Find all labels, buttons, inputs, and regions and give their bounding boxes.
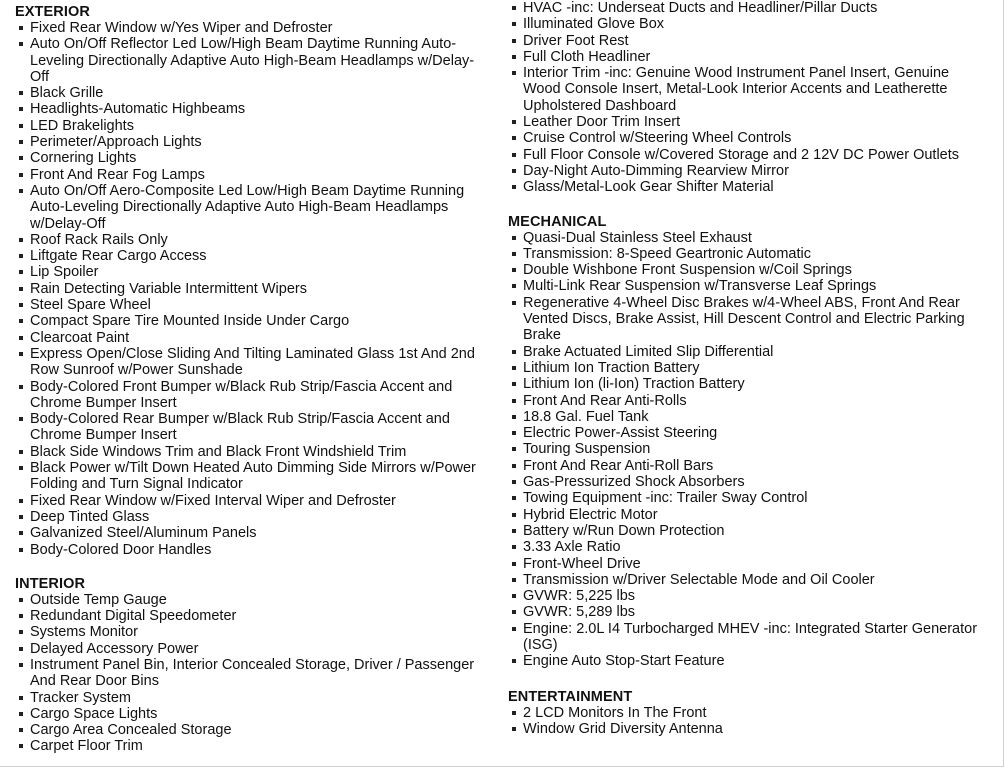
list-item: Interior Trim -inc: Genuine Wood Instrument Panel Insert, Genuine Wood Console Insert, Metal-Look Interior Accents and Leatherette Upholstered Dashboard (508, 65, 988, 114)
list-item: Front And Rear Anti-Rolls (508, 393, 988, 409)
list-item: Roof Rack Rails Only (15, 232, 490, 248)
list-item: Deep Tinted Glass (15, 509, 490, 525)
list-item: Multi-Link Rear Suspension w/Transverse Leaf Springs (508, 278, 988, 294)
list-item: Full Floor Console w/Covered Storage and 2 12V DC Power Outlets (508, 147, 988, 163)
list-item: Leather Door Trim Insert (508, 114, 988, 130)
list-item: Tracker System (15, 690, 490, 706)
list-item: Black Side Windows Trim and Black Front Windshield Trim (15, 444, 490, 460)
list-item: 18.8 Gal. Fuel Tank (508, 409, 988, 425)
list-item: Towing Equipment -inc: Trailer Sway Control (508, 490, 988, 506)
list-item: Full Cloth Headliner (508, 49, 988, 65)
list-item: Galvanized Steel/Aluminum Panels (15, 525, 490, 541)
interior-continued-list (508, 0, 988, 196)
exterior-section (15, 0, 490, 558)
right-column (508, 0, 988, 737)
exterior-list (15, 20, 490, 558)
list-item: Quasi-Dual Stainless Steel Exhaust (508, 230, 988, 246)
list-item: Systems Monitor (15, 624, 490, 640)
entertainment-heading: ENTERTAINMENT (508, 688, 633, 705)
list-item: Liftgate Rear Cargo Access (15, 248, 490, 264)
interior-heading: INTERIOR (15, 575, 86, 592)
list-item: GVWR: 5,225 lbs (508, 588, 988, 604)
list-item: Double Wishbone Front Suspension w/Coil Springs (508, 262, 988, 278)
list-item: Body-Colored Rear Bumper w/Black Rub Strip/Fascia Accent and Chrome Bumper Insert (15, 411, 490, 444)
list-item: Glass/Metal-Look Gear Shifter Material (508, 179, 988, 195)
list-item: Regenerative 4-Wheel Disc Brakes w/4-Wheel ABS, Front And Rear Vented Discs, Brake Assist, Hill Descent Control and Electric Parking Brake (508, 295, 988, 344)
list-item: Auto On/Off Reflector Led Low/High Beam Daytime Running Auto-Leveling Directionally Adaptive Auto High-Beam Headlamps w/Delay-Off (15, 36, 490, 85)
list-item: Express Open/Close Sliding And Tilting Laminated Glass 1st And 2nd Row Sunroof w/Power Sunshade (15, 346, 490, 379)
mechanical-heading: MECHANICAL (508, 213, 607, 230)
list-item: Clearcoat Paint (15, 330, 490, 346)
list-item: Black Grille (15, 85, 490, 101)
list-item: Fixed Rear Window w/Fixed Interval Wiper and Defroster (15, 493, 490, 509)
list-item: Compact Spare Tire Mounted Inside Under Cargo (15, 313, 490, 329)
list-item: Front And Rear Anti-Roll Bars (508, 458, 988, 474)
list-item: Engine Auto Stop-Start Feature (508, 653, 988, 669)
list-item: Transmission: 8-Speed Geartronic Automatic (508, 246, 988, 262)
list-item: Front And Rear Fog Lamps (15, 167, 490, 183)
list-item: HVAC -inc: Underseat Ducts and Headliner/Pillar Ducts (508, 0, 988, 16)
list-item: Rain Detecting Variable Intermittent Wipers (15, 281, 490, 297)
list-item: LED Brakelights (15, 118, 490, 134)
list-item: Black Power w/Tilt Down Heated Auto Dimming Side Mirrors w/Power Folding and Turn Signal Indicator (15, 460, 490, 493)
list-item: GVWR: 5,289 lbs (508, 604, 988, 620)
list-item: Outside Temp Gauge (15, 592, 490, 608)
entertainment-list (508, 705, 988, 738)
list-item: Front-Wheel Drive (508, 556, 988, 572)
interior-list (15, 592, 490, 755)
list-item: Steel Spare Wheel (15, 297, 490, 313)
left-column (15, 0, 490, 755)
list-item: Cargo Area Concealed Storage (15, 722, 490, 738)
list-item: Body-Colored Door Handles (15, 542, 490, 558)
list-item: Driver Foot Rest (508, 33, 988, 49)
list-item: Day-Night Auto-Dimming Rearview Mirror (508, 163, 988, 179)
interior-continued-section (508, 0, 988, 196)
mechanical-list (508, 230, 988, 670)
list-item: Lip Spoiler (15, 264, 490, 280)
list-item: Delayed Accessory Power (15, 641, 490, 657)
list-item: Brake Actuated Limited Slip Differential (508, 344, 988, 360)
list-item: Lithium Ion (li-Ion) Traction Battery (508, 376, 988, 392)
list-item: Illuminated Glove Box (508, 16, 988, 32)
list-item: Headlights-Automatic Highbeams (15, 101, 490, 117)
list-item: Transmission w/Driver Selectable Mode and Oil Cooler (508, 572, 988, 588)
list-item: Hybrid Electric Motor (508, 507, 988, 523)
list-item: Cargo Space Lights (15, 706, 490, 722)
list-item: Auto On/Off Aero-Composite Led Low/High Beam Daytime Running Auto-Leveling Directionally Adaptive Auto High-Beam Headlamps w/Delay-Off (15, 183, 490, 232)
list-item: Fixed Rear Window w/Yes Wiper and Defroster (15, 20, 490, 36)
list-item: Electric Power-Assist Steering (508, 425, 988, 441)
interior-section (15, 576, 490, 755)
list-item: Lithium Ion Traction Battery (508, 360, 988, 376)
list-item: Body-Colored Front Bumper w/Black Rub Strip/Fascia Accent and Chrome Bumper Insert (15, 379, 490, 412)
list-item: 3.33 Axle Ratio (508, 539, 988, 555)
list-item: Gas-Pressurized Shock Absorbers (508, 474, 988, 490)
list-item: Redundant Digital Speedometer (15, 608, 490, 624)
list-item: Window Grid Diversity Antenna (508, 721, 988, 737)
list-item: 2 LCD Monitors In The Front (508, 705, 988, 721)
list-item: Battery w/Run Down Protection (508, 523, 988, 539)
list-item: Cruise Control w/Steering Wheel Controls (508, 130, 988, 146)
list-item: Cornering Lights (15, 150, 490, 166)
list-item: Perimeter/Approach Lights (15, 134, 490, 150)
list-item: Engine: 2.0L I4 Turbocharged MHEV -inc: Integrated Starter Generator (ISG) (508, 621, 988, 654)
list-item: Touring Suspension (508, 441, 988, 457)
list-item: Carpet Floor Trim (15, 738, 490, 754)
entertainment-section (508, 689, 988, 738)
list-item: Instrument Panel Bin, Interior Concealed Storage, Driver / Passenger And Rear Door Bins (15, 657, 490, 690)
exterior-heading: EXTERIOR (15, 4, 90, 20)
mechanical-section (508, 214, 988, 670)
